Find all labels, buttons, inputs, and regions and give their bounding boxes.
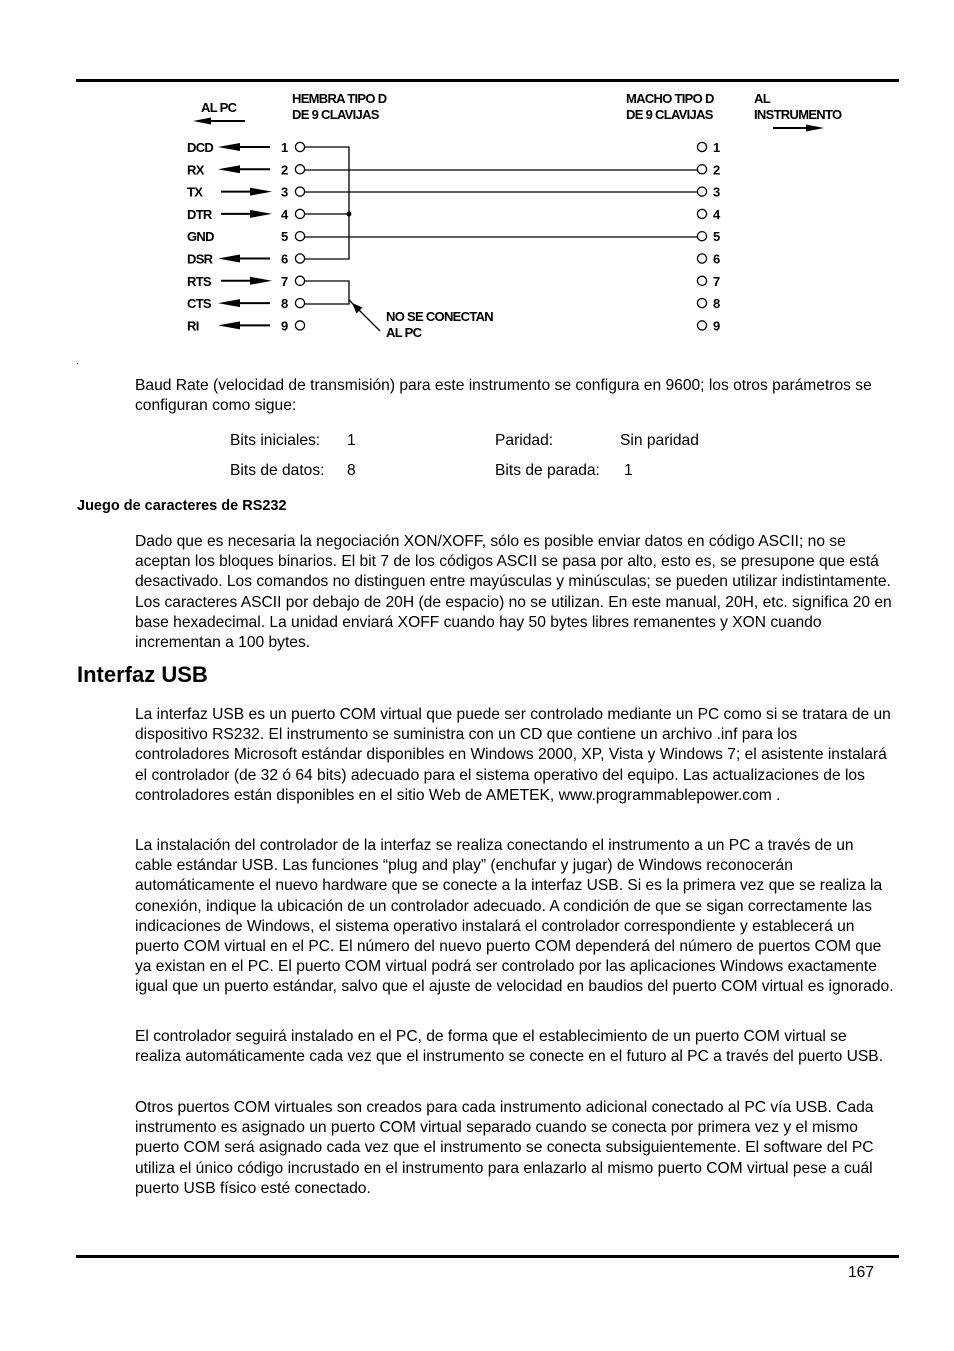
female-pin-4	[295, 209, 304, 218]
signal-label-gnd: GND	[187, 229, 214, 245]
male-pin-4	[697, 209, 706, 218]
female-pin-number-8: 8	[281, 296, 288, 312]
rs232-wiring-diagram	[0, 0, 954, 350]
al-pc-arrow	[193, 118, 245, 125]
male-pin-number-9: 9	[713, 318, 720, 334]
female-pin-5	[295, 232, 304, 241]
signal-label-ri: RI	[187, 318, 199, 334]
usb-paragraph-3: El controlador seguirá instalado en el PC, de forma que el establecimiento de un puerto COM virtual se realiza automáticamente cada vez que el instrumento se conecte en el futuro al PC a través del puerto USB.	[135, 1028, 884, 1066]
arrow-to-pc-2	[218, 165, 240, 173]
male-pin-3	[697, 187, 706, 196]
charset-paragraph: Dado que es necesaria la negociación XON/XOFF, sólo es posible enviar datos en código ASCII; no se aceptan los bloques binarios. El bit 7 de los códigos ASCII se pasa por alto, esto es, se presupone que está desactivado. Los comandos no distinguen entre mayúsculas y minúsculas; se pueden utilizar indistintamente. Los caracteres ASCII por debajo de 20H (de espacio) no se utilizan. En este manual, 20H, etc. significa 20 en base hexadecimal. La unidad enviará XOFF cuando hay 50 bytes libres remanentes y XON cuando incrementan a 100 bytes.	[135, 533, 892, 652]
arrow-to-pc-9	[218, 321, 240, 329]
female-connector-subtitle: DE 9 CLAVIJAS	[292, 107, 379, 122]
arrow-to-pc-1	[218, 143, 240, 151]
parity-value: Sin paridad	[620, 432, 699, 449]
signal-label-dtr: DTR	[187, 206, 212, 222]
female-pin-number-9: 9	[281, 318, 288, 334]
female-pin-7	[295, 276, 304, 285]
female-pin-number-6: 6	[281, 251, 288, 267]
female-connector-title: HEMBRA TIPO D	[292, 91, 387, 106]
female-pin-2	[295, 165, 304, 174]
male-connector-title: MACHO TIPO D	[626, 91, 714, 106]
female-pin-9	[295, 321, 304, 330]
data-bits-value: 8	[347, 462, 356, 479]
female-pin-8	[295, 299, 304, 308]
male-pin-number-5: 5	[713, 229, 720, 245]
signal-label-dsr: DSR	[187, 251, 213, 267]
male-pin-5	[697, 232, 706, 241]
baud-rate-paragraph: Baud Rate (velocidad de transmisión) para este instrumento se configura en 9600; los otros parámetros se configuran como sigue:	[135, 377, 872, 415]
al-instrumento-label-1: AL	[754, 91, 770, 106]
arrow-from-pc-3	[250, 188, 272, 196]
start-bits-value: 1	[347, 432, 356, 449]
stop-bits-value: 1	[624, 462, 633, 479]
arrow-from-pc-4	[250, 210, 272, 218]
female-pin-6	[295, 254, 304, 263]
usb-section-title: Interfaz USB	[77, 662, 208, 687]
signal-label-tx: TX	[187, 184, 203, 200]
male-pin-9	[697, 321, 706, 330]
male-pin-7	[697, 276, 706, 285]
junction-dot	[347, 212, 352, 217]
female-pin-3	[295, 187, 304, 196]
data-bits-label: Bits de datos:	[230, 462, 325, 479]
female-pin-1	[295, 142, 304, 151]
female-pin-number-5: 5	[281, 229, 288, 245]
usb-paragraph-1: La interfaz USB es un puerto COM virtual que puede ser controlado mediante un PC como si se tratara de un dispositivo RS232. El instrumento se suministra con un CD que contiene un archivo .inf para los controladores Microsoft estándar disponibles en Windows 2000, XP, Vista y Windows 7; el asistente instalará el controlador (de 32 ó 64 bits) adecuado para el sistema operativo del equipo. Las actualizaciones de los controladores están disponibles en el sitio Web de AMETEK, www.programmablepower.com .	[135, 706, 891, 804]
male-pin-number-7: 7	[713, 273, 720, 289]
no-se-conectan-label: NO SE CONECTAN	[386, 309, 493, 324]
parity-label: Paridad:	[495, 432, 554, 449]
male-pin-number-8: 8	[713, 296, 720, 312]
male-pin-number-3: 3	[713, 184, 720, 200]
signal-label-cts: CTS	[187, 296, 211, 312]
signal-label-rts: RTS	[187, 273, 211, 289]
charset-heading: Juego de caracteres de RS232	[77, 498, 287, 514]
bottom-rule	[76, 1255, 899, 1258]
arrow-from-pc-7	[250, 277, 272, 285]
stop-bits-label: Bits de parada:	[495, 462, 600, 479]
start-bits-label: Bits iniciales:	[230, 432, 321, 449]
female-pin-number-4: 4	[281, 206, 288, 222]
female-pin-number-3: 3	[281, 184, 288, 200]
male-pin-number-1: 1	[713, 140, 720, 155]
male-pin-number-4: 4	[713, 206, 720, 222]
female-pin-number-7: 7	[281, 273, 288, 289]
arrow-to-pc-8	[218, 299, 240, 307]
signal-label-rx: RX	[187, 162, 204, 178]
wiring-lines	[305, 147, 697, 331]
usb-paragraph-2: La instalación del controlador de la interfaz se realiza conectando el instrumento a un PC a través de un cable estándar USB. Las funciones “plug and play” (enchufar y jugar) de Windows reconocerán automáticamente el nuevo hardware que se conecte a la interfaz USB. Si es la primera vez que se realiza la conexión, indique la ubicación de un controlador adecuado. A condición de que se sigan correctamente las indicaciones de Windows, el sistema operativo instalará el controlador correspondiente y establecerá un puerto COM virtual en el PC. El número del nuevo puerto COM dependerá del número de puertos COM que ya existan en el PC. El puerto COM virtual podrá ser controlado por las aplicaciones Windows exactamente igual que un puerto estándar, salvo que el ajuste de velocidad en baudios del puerto COM virtual es ignorado.	[135, 837, 894, 996]
al-instrumento-arrow	[773, 125, 824, 132]
female-pin-number-1: 1	[281, 140, 288, 155]
male-connector-subtitle: DE 9 CLAVIJAS	[626, 107, 713, 122]
male-pin-2	[697, 165, 706, 174]
arrow-to-pc-6	[218, 255, 240, 263]
al-instrumento-label-2: INSTRUMENTO	[754, 107, 842, 122]
male-pin-1	[697, 142, 706, 151]
page-number: 167	[847, 1264, 874, 1281]
al-pc-label: AL PC	[201, 100, 237, 115]
female-pin-number-2: 2	[281, 162, 288, 178]
male-pin-number-6: 6	[713, 251, 720, 267]
male-pin-number-2: 2	[713, 162, 720, 178]
signal-label-dcd: DCD	[187, 140, 214, 155]
male-pin-6	[697, 254, 706, 263]
al-pc-note-label: AL PC	[386, 325, 422, 340]
stray-mark: .	[76, 356, 79, 366]
male-pin-8	[697, 299, 706, 308]
usb-paragraph-4: Otros puertos COM virtuales son creados para cada instrumento adicional conectado al PC vía USB. Cada instrumento es asignado un puerto COM virtual separado cuando se conecta por primera vez y el mismo puerto COM será asignado cada vez que el instrumento se conecta subsiguientemente. El software del PC utiliza el único código incrustado en el instrumento para enlazarlo al mismo puerto COM virtual pese a cuál puerto USB físico esté conectado.	[135, 1099, 874, 1197]
